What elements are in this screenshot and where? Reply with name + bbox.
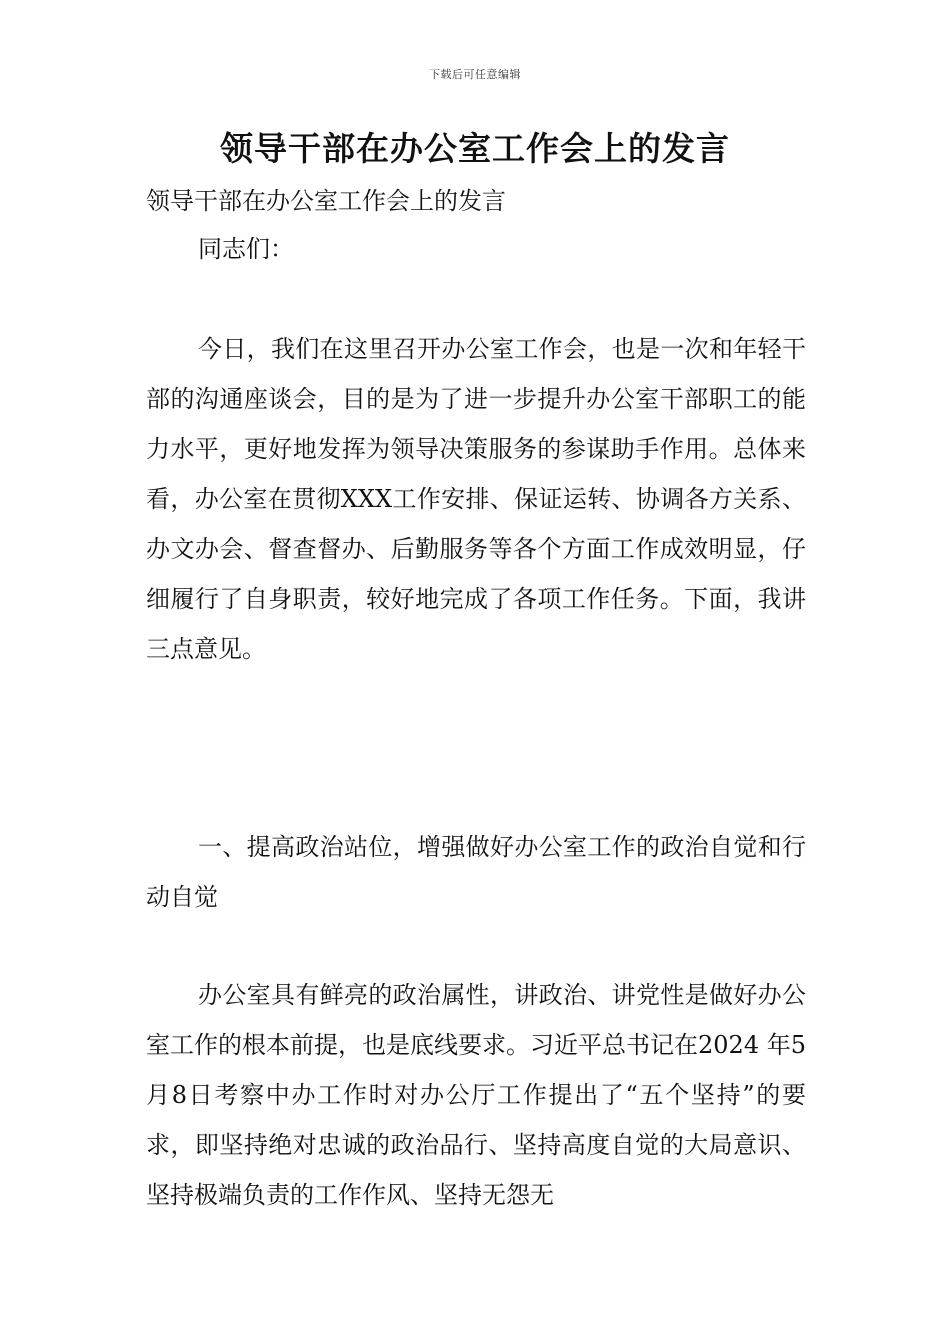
header-note: 下载后可任意编辑 bbox=[429, 68, 521, 81]
intro-paragraph: 今日，我们在这里召开办公室工作会，也是一次和年轻干部的沟通座谈会，目的是为了进一步提升办公室干部职工的能力水平，更好地发挥为领导决策服务的参谋助手作用。总体来看，办公室在贯彻XXX工作安排、保证运转、协调各方关系、办文办会、督查督办、后勤服务等各个方面工作成效明显，仔细履行了自身职责，较好地完成了各项工作任务。下面，我讲三点意见。 bbox=[146, 335, 806, 663]
document-subtitle: 领导干部在办公室工作会上的发言 bbox=[146, 187, 506, 215]
section-heading-1: 一、提高政治站位，增强做好办公室工作的政治自觉和行动自觉 bbox=[146, 833, 806, 911]
document-title: 领导干部在办公室工作会上的发言 bbox=[220, 129, 730, 168]
section-1-paragraph: 办公室具有鲜亮的政治属性，讲政治、讲党性是做好办公室工作的根本前提，也是底线要求。习近平总书记在2024 年5月8日考察中办工作时对办公厅工作提出了“五个坚持”的要求，即坚持绝对忠诚的政治品行、坚持高度自觉的大局意识、坚持极端负责的工作作风、坚持无怨无 bbox=[146, 981, 806, 1209]
greeting: 同志们： bbox=[198, 235, 294, 263]
